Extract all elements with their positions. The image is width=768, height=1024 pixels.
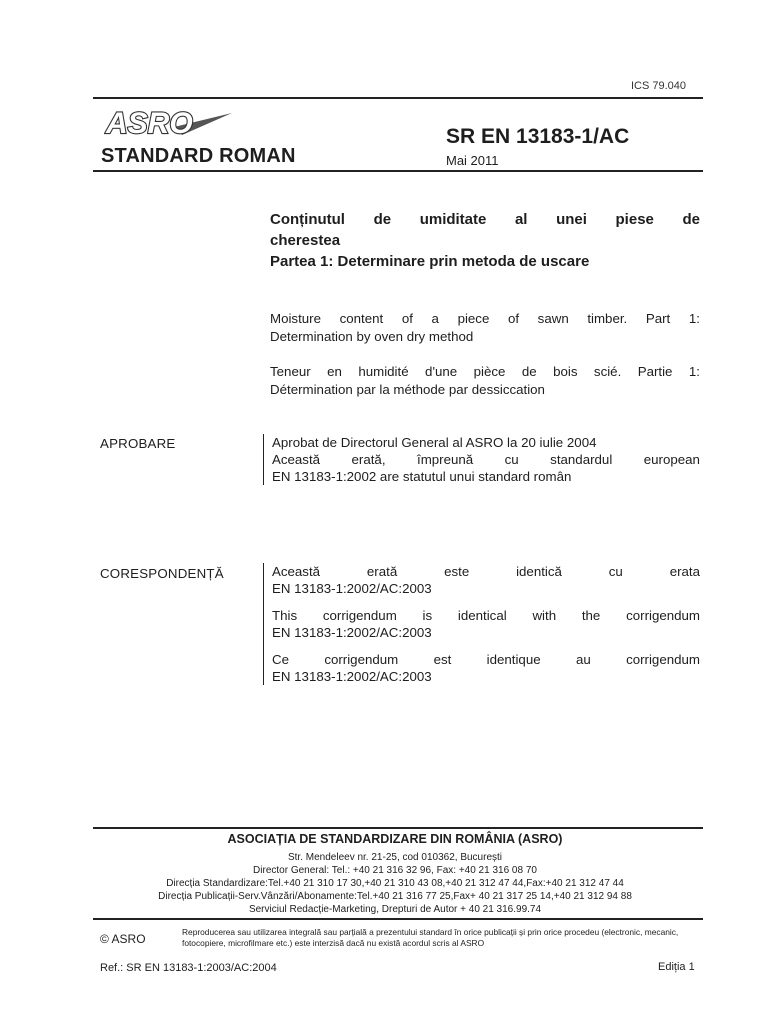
title-fr-line1-word: Partie xyxy=(637,364,673,379)
title-french xyxy=(270,363,700,399)
ics-code: ICS 79.040 xyxy=(631,80,687,92)
title-ro-line1-word: umiditate xyxy=(419,211,487,228)
approval-line2 xyxy=(272,451,700,468)
copyright: © ASRO xyxy=(100,932,146,946)
correspondence-fr-line-word: Ce xyxy=(272,652,289,667)
correspondence-fr-line-word: au xyxy=(575,652,591,667)
title-ro-line1-word: al xyxy=(514,211,528,228)
legal-notice: Reproducerea sau utilizarea integrală sau parțială a prezentului standard în orice publicații și prin orice procedeu (electronic, mecanic, fotocopiere, microfilmare etc.) este interzisă dacă nu există acordul scris al ASRO xyxy=(182,927,679,948)
footer-organization: ASOCIAȚIA DE STANDARDIZARE DIN ROMÂNIA (ASRO) xyxy=(227,832,563,846)
standard-code: SR EN 13183-1/AC xyxy=(446,125,630,148)
approval-label: APROBARE xyxy=(100,436,176,451)
correspondence-ro-line-word: identică xyxy=(516,564,562,579)
approval-line2-word: european xyxy=(643,452,700,467)
footer-address: Str. Mendeleev nr. 21-25, cod 010362, București xyxy=(287,852,503,863)
correspondence-en-line-word: the xyxy=(581,608,601,623)
title-fr-line1-word: 1: xyxy=(688,364,700,379)
logo-text: ASRO xyxy=(106,107,193,140)
approval-line2-word: cu xyxy=(504,452,519,467)
correspondence-ro-line xyxy=(272,563,700,580)
correspondence-fr-ref: EN 13183-1:2002/AC:2003 xyxy=(272,669,432,684)
standard-date: Mai 2011 xyxy=(446,153,499,168)
title-ro-line2: cherestea xyxy=(270,232,341,249)
title-en-line1-word: timber. xyxy=(587,311,628,326)
correspondence-ro-line-word: cu xyxy=(608,564,623,579)
approval-line2-word: Această xyxy=(272,452,321,467)
footer-standards-dept: Direcția Standardizare:Tel.+40 21 310 17 30,+40 21 310 43 08,+40 21 312 47 44,Fax:+40 21 312 47 44 xyxy=(166,878,624,889)
correspondence-ro-line-word: Această xyxy=(272,564,321,579)
approval-line3: EN 13183-1:2002 are statutul unui standard român xyxy=(272,469,572,484)
title-fr-line1-word: bois xyxy=(553,364,578,379)
title-fr-line1-word: d'une xyxy=(425,364,458,379)
title-en-line1-word: a xyxy=(431,311,439,326)
correspondence-ro-line-word: este xyxy=(444,564,470,579)
title-fr-line1-word: de xyxy=(521,364,537,379)
title-fr-line1-word: scié. xyxy=(593,364,622,379)
asro-logo xyxy=(104,103,234,143)
title-en-line2: Determination by oven dry method xyxy=(270,329,474,344)
title-en-line1 xyxy=(270,310,700,328)
approval-block xyxy=(263,434,700,485)
correspondence-ro-ref: EN 13183-1:2002/AC:2003 xyxy=(272,581,432,596)
title-ro-line3: Partea 1: Determinare prin metoda de uscare xyxy=(270,253,590,270)
title-fr-line1-word: pièce xyxy=(473,364,506,379)
footer-mid-rule xyxy=(93,918,703,920)
correspondence-fr-line-word: est xyxy=(433,652,452,667)
approval-line2-word: împreună xyxy=(417,452,474,467)
title-ro-line1-word: unei xyxy=(556,211,587,228)
title-english xyxy=(270,310,700,346)
title-fr-line2: Détermination par la méthode par dessiccation xyxy=(270,382,545,397)
edition: Ediția 1 xyxy=(658,961,695,973)
title-en-line1-word: sawn xyxy=(537,311,569,326)
correspondence-en-line-word: This xyxy=(272,608,298,623)
title-ro-line1 xyxy=(270,209,700,230)
header-bottom-rule xyxy=(93,170,703,172)
correspondence-en-line xyxy=(272,607,700,624)
correspondence-en-line-word: corrigendum xyxy=(322,608,397,623)
correspondence-en-line-word: is xyxy=(422,608,433,623)
correspondence-fr-line-word: identique xyxy=(486,652,541,667)
approval-line2-word: standardul xyxy=(550,452,613,467)
title-ro-line1-word: piese xyxy=(615,211,654,228)
title-en-line1-word: piece xyxy=(457,311,490,326)
approval-line1: Aprobat de Directorul General al ASRO la 20 iulie 2004 xyxy=(272,435,597,450)
footer-top-rule xyxy=(93,827,703,829)
title-en-line1-word: Moisture xyxy=(270,311,321,326)
footer-editorial: Serviciul Redacție-Marketing, Drepturi de Autor + 40 21 316.99.74 xyxy=(248,904,542,915)
title-fr-line1-word: Teneur xyxy=(270,364,311,379)
approval-line2-word: erată, xyxy=(351,452,386,467)
correspondence-en-ref: EN 13183-1:2002/AC:2003 xyxy=(272,625,432,640)
correspondence-block xyxy=(263,563,700,685)
footer-publications-dept: Direcția Publicații-Serv.Vânzări/Abonamente:Tel.+40 21 316 77 25,Fax+ 40 21 317 25 14,+40 21 312 94 88 xyxy=(158,891,632,902)
title-ro-line1-word: de xyxy=(682,211,700,228)
correspondence-fr-line-word: corrigendum xyxy=(324,652,399,667)
title-fr-line1 xyxy=(270,363,700,381)
title-en-line1-word: content xyxy=(339,311,384,326)
title-en-line1-word: 1: xyxy=(688,311,700,326)
correspondence-ro-line-word: erata xyxy=(669,564,700,579)
standard-label: STANDARD ROMAN xyxy=(101,145,296,167)
correspondence-label: CORESPONDENȚĂ xyxy=(100,566,224,581)
footer-director: Director General: Tel.: +40 21 316 32 96, Fax: +40 21 316 08 70 xyxy=(253,865,537,876)
title-fr-line1-word: en xyxy=(327,364,342,379)
correspondence-fr-line xyxy=(272,651,700,668)
title-en-line1-word: of xyxy=(507,311,520,326)
title-en-line1-word: Part xyxy=(645,311,671,326)
correspondence-fr-line-word: corrigendum xyxy=(626,652,700,667)
header-top-rule xyxy=(93,97,703,99)
correspondence-ro-line-word: erată xyxy=(366,564,398,579)
title-en-line1-word: of xyxy=(401,311,413,326)
correspondence-en-line-word: identical xyxy=(457,608,507,623)
document-reference: Ref.: SR EN 13183-1:2003/AC:2004 xyxy=(100,962,277,974)
title-ro-line1-word: de xyxy=(373,211,392,228)
title-ro-line1-word: Conținutul xyxy=(270,211,345,228)
title-fr-line1-word: humidité xyxy=(358,364,409,379)
correspondence-en-line-word: corrigendum xyxy=(626,608,700,623)
correspondence-en-line-word: with xyxy=(532,608,557,623)
title-romanian xyxy=(270,209,700,272)
